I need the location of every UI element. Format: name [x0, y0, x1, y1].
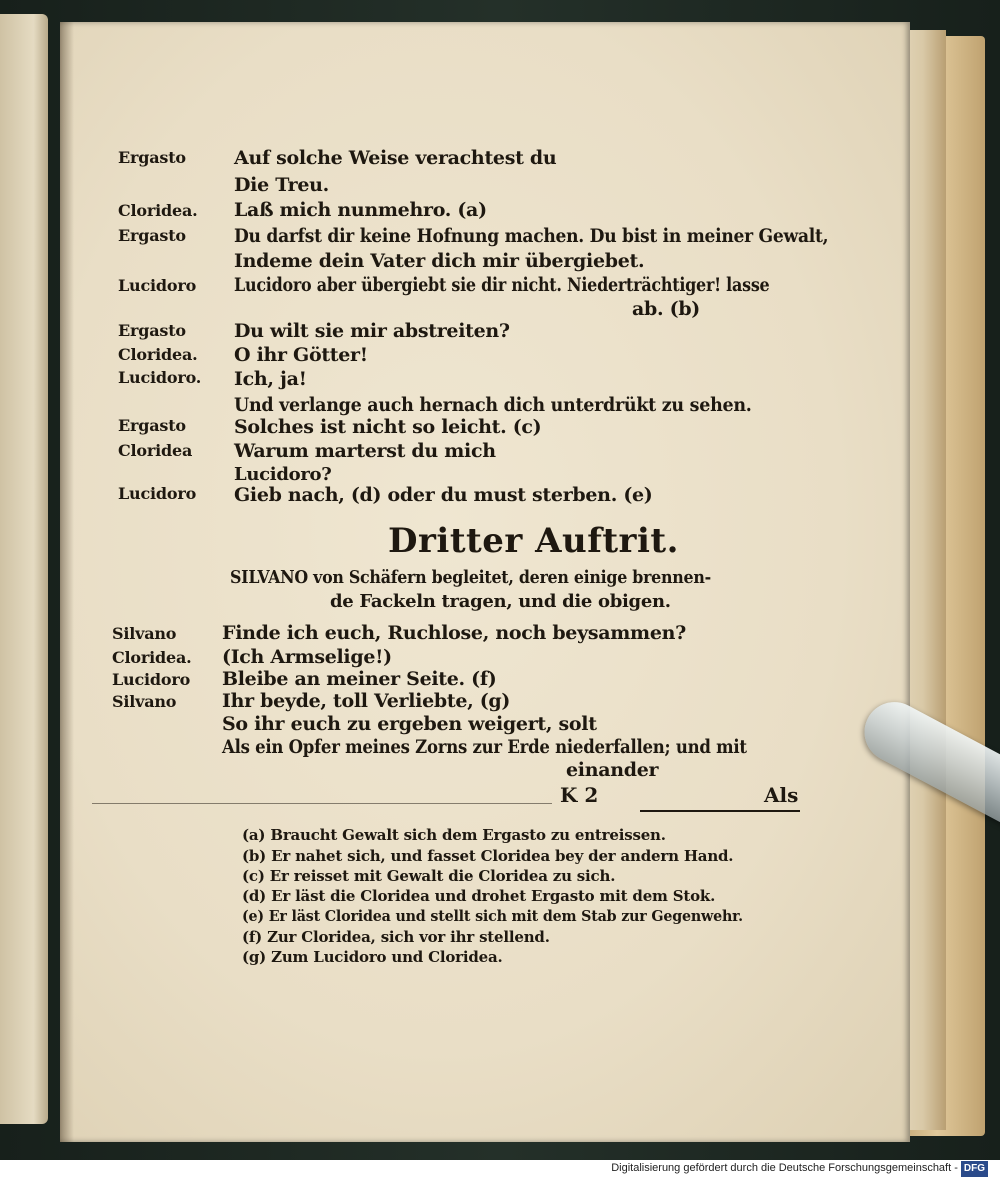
dialogue-line: O ihr Götter! — [234, 344, 368, 366]
footnote: (c) Er reisset mit Gewalt die Cloridea zu sich. — [242, 867, 616, 885]
speaker-name: Lucidoro — [118, 484, 197, 503]
rule-line — [92, 803, 552, 804]
dfg-logo-icon: DFG — [961, 1161, 988, 1177]
speaker-name: Ergasto — [118, 321, 186, 340]
speaker-name: Ergasto — [118, 148, 186, 167]
footnote: (g) Zum Lucidoro und Cloridea. — [242, 948, 503, 966]
speaker-name: Silvano — [112, 624, 177, 643]
dialogue-line: Finde ich euch, Ruchlose, noch beysammen? — [222, 622, 686, 644]
stage-direction-line: SILVANO von Schäfern begleitet, deren einige brennen- — [230, 567, 711, 588]
dialogue-line: einander — [566, 759, 659, 781]
dialogue-line: Du wilt sie mir abstreiten? — [234, 320, 510, 342]
dialogue-line: Warum marterst du mich — [234, 440, 496, 462]
speaker-name: Lucidoro. — [118, 368, 202, 387]
dialogue-line: ab. (b) — [632, 298, 700, 320]
footnote: (e) Er läst Cloridea und stellt sich mit dem Stab zur Gegenwehr. — [242, 907, 743, 925]
stage-direction-line: de Fackeln tragen, und die obigen. — [330, 591, 671, 612]
speaker-name: Cloridea. — [118, 201, 198, 220]
dialogue-line: Bleibe an meiner Seite. (f) — [222, 668, 497, 690]
dialogue-line: Gieb nach, (d) oder du must sterben. (e) — [234, 484, 653, 506]
dialogue-line: Du darfst dir keine Hofnung machen. Du bist in meiner Gewalt, — [234, 225, 829, 247]
dialogue-line: Die Treu. — [234, 174, 329, 196]
speaker-name: Lucidoro — [118, 276, 197, 295]
footnote: (f) Zur Cloridea, sich vor ihr stellend. — [242, 928, 550, 946]
speaker-name: Ergasto — [118, 416, 186, 435]
footnote: (b) Er nahet sich, und fasset Cloridea bey der andern Hand. — [242, 847, 734, 865]
footnote: (a) Braucht Gewalt sich dem Ergasto zu entreissen. — [242, 826, 666, 844]
left-page-edge — [0, 14, 48, 1124]
dialogue-line: Indeme dein Vater dich mir übergiebet. — [234, 250, 645, 272]
dialogue-line: Laß mich nunmehro. (a) — [234, 199, 487, 221]
dialogue-line: Auf solche Weise verachtest du — [234, 147, 557, 169]
speaker-name: Lucidoro — [112, 670, 191, 689]
speaker-name: Cloridea — [118, 441, 193, 460]
signature-mark: K 2 — [560, 783, 599, 807]
dialogue-line: Und verlange auch hernach dich unterdrükt zu sehen. — [234, 394, 752, 416]
dialogue-line: Solches ist nicht so leicht. (c) — [234, 416, 542, 438]
speaker-name: Ergasto — [118, 226, 186, 245]
dialogue-line: Lucidoro? — [234, 464, 332, 485]
dialogue-line: Als ein Opfer meines Zorns zur Erde niederfallen; und mit — [222, 736, 747, 758]
dialogue-line: So ihr euch zu ergeben weigert, solt — [222, 713, 597, 735]
scene-heading: Dritter Auftrit. — [388, 521, 679, 561]
speaker-name: Silvano — [112, 692, 177, 711]
dialogue-line: Ich, ja! — [234, 368, 307, 390]
footnote: (d) Er läst die Cloridea und drohet Ergasto mit dem Stok. — [242, 887, 716, 905]
dialogue-line: Lucidoro aber übergiebt sie dir nicht. Niederträchtiger! lasse — [234, 274, 770, 296]
credit-text: Digitalisierung gefördert durch die Deutsche Forschungsgemeinschaft - — [611, 1162, 958, 1174]
speaker-name: Cloridea. — [118, 345, 198, 364]
dialogue-line: Ihr beyde, toll Verliebte, (g) — [222, 690, 511, 712]
rule-line — [640, 810, 800, 812]
speaker-name: Cloridea. — [112, 648, 192, 667]
catchword: Als — [764, 783, 799, 807]
page-gutter-shadow — [60, 22, 74, 1142]
funding-credit — [607, 1160, 992, 1176]
dialogue-line: (Ich Armselige!) — [222, 646, 392, 668]
